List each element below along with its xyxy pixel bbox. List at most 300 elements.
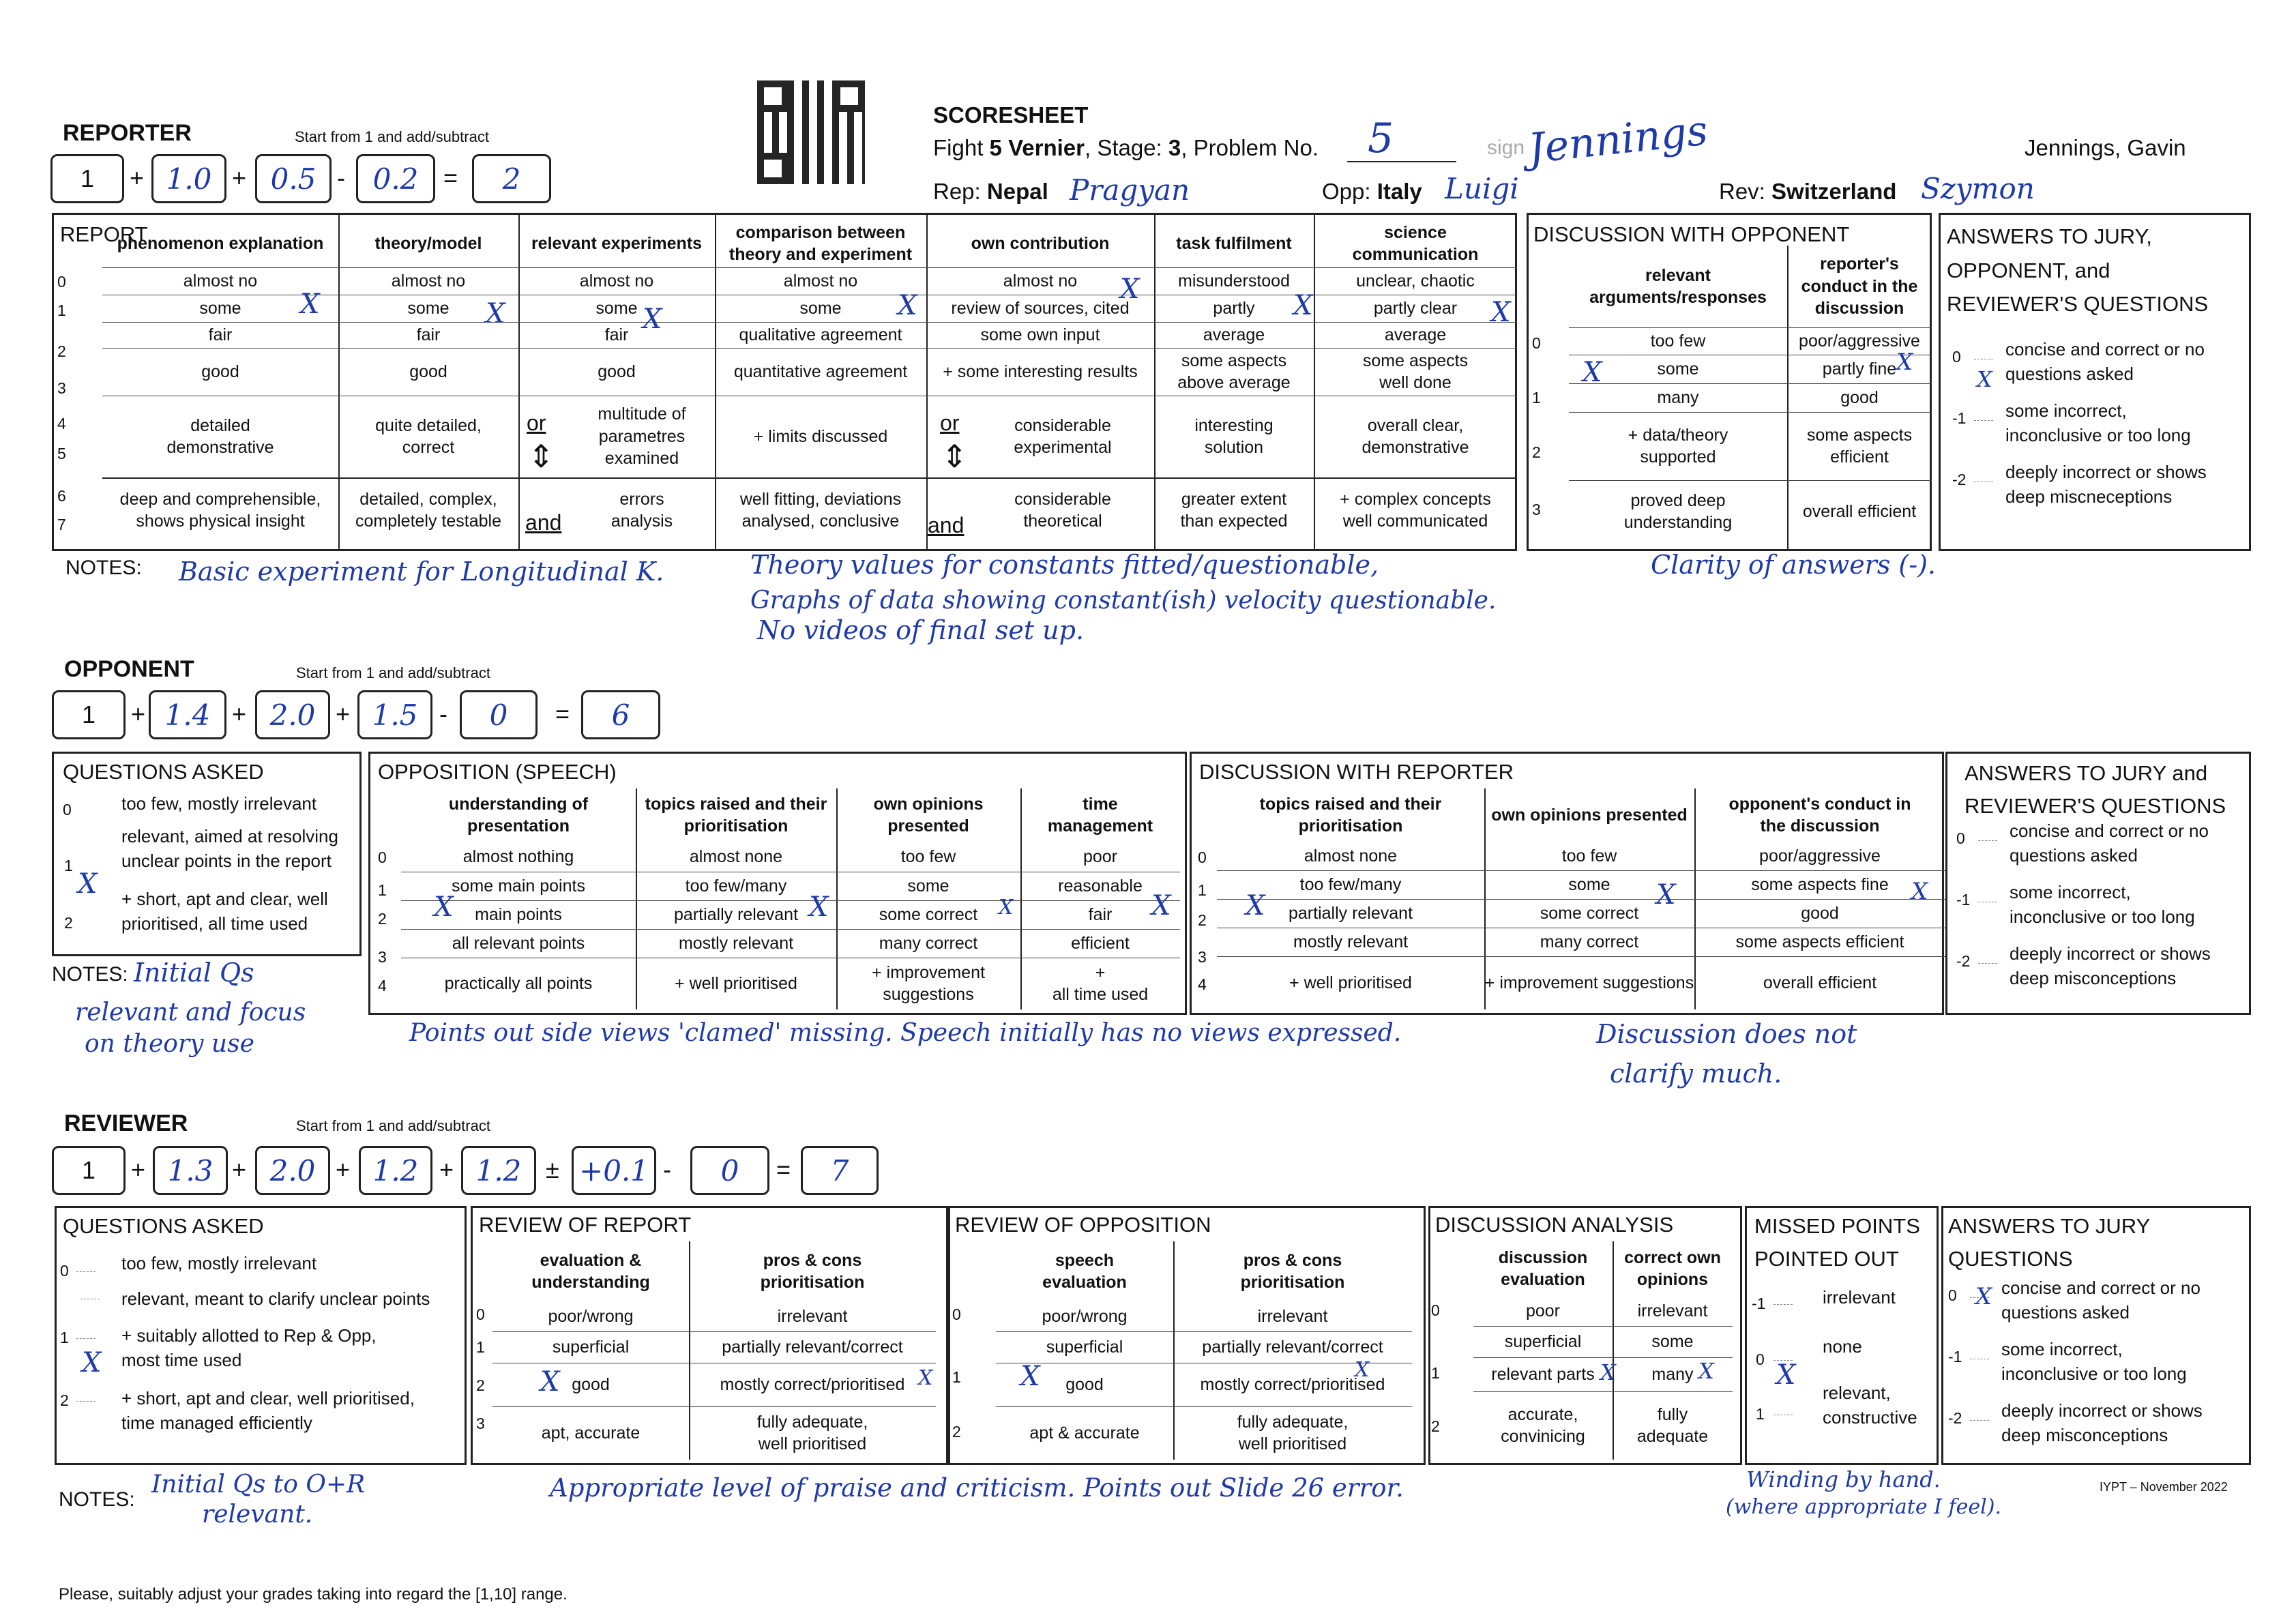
opponent-op-2: + xyxy=(232,700,247,728)
row-number: 2 xyxy=(64,914,73,932)
rev-q-item-0: too few, mostly irrelevant xyxy=(121,1253,317,1273)
opponent-title: OPPONENT xyxy=(64,656,194,682)
opponent-hint: Start from 1 and add/subtract xyxy=(296,664,490,681)
report-cell-6-4: overall clear, demonstrative xyxy=(1362,415,1469,457)
report-cell-3-1: some xyxy=(799,298,842,318)
opp-disc-row-line xyxy=(1217,899,1945,900)
rev-rep-cell-0-2: good xyxy=(572,1374,610,1394)
report-cell-1-5: detailed, complex, completely testable xyxy=(355,489,501,531)
disc-row-line xyxy=(1569,480,1932,481)
opp-line xyxy=(1322,179,1422,205)
disc-col2-cell-2: good xyxy=(1840,387,1879,407)
rep-country: Nepal xyxy=(986,179,1048,204)
report-cell-4-2: some own input xyxy=(980,325,1100,344)
opp-speech-cell-3-1: reasonable xyxy=(1058,876,1143,896)
juror-name: Jennings, Gavin xyxy=(2025,135,2186,160)
opp-speech-row-number: 3 xyxy=(378,948,387,966)
opp-q-item-1: relevant, aimed at resolving unclear points in the report xyxy=(121,826,338,872)
updown-arrow-icon: ⇕ xyxy=(528,439,555,474)
report-row-number: 6 xyxy=(57,487,66,505)
reviewer-op-1: + xyxy=(131,1155,146,1183)
rev-da-cell-1-2: many xyxy=(1651,1364,1694,1384)
report-cell-2-1: some xyxy=(595,298,638,318)
report-cell-2-5: errors analysis xyxy=(610,489,673,531)
opponent-base-box: 1 xyxy=(52,690,126,739)
reporter-total-box[interactable]: 2 xyxy=(472,154,551,203)
rev-q-tick xyxy=(76,1401,95,1402)
disc-col1-header: relevant arguments/responses xyxy=(1589,265,1767,307)
opp-disc-cell-1-4: + improvement suggestions xyxy=(1484,973,1694,992)
opp-disc-cell-2-1: some aspects fine xyxy=(1751,874,1889,894)
opp-speech-cell-0-0: almost nothing xyxy=(462,846,574,866)
opponent-answers-score: 0 xyxy=(1956,829,1965,847)
discussion-with-reporter-title: DISCUSSION WITH REPORTER xyxy=(1199,760,1514,784)
cross-experiments-1[interactable]: X xyxy=(643,304,662,335)
report-col-divider xyxy=(1154,213,1156,551)
rev-rep-cell-1-0: irrelevant xyxy=(777,1306,848,1326)
opp-disc-header-2: opponent's conduct in the discussion xyxy=(1728,794,1911,836)
or-word-contribution: or xyxy=(940,411,960,435)
opp-speech-cell-2-3: many correct xyxy=(879,933,978,953)
report-row-line xyxy=(102,322,1517,323)
opp-disc-cell-0-4: + well prioritised xyxy=(1289,973,1412,992)
reporter-note-1: Basic experiment for Longitudinal K. xyxy=(179,557,664,587)
disc-row-line xyxy=(1569,327,1932,328)
rev-opp-cross-pros[interactable]: X xyxy=(1355,1358,1370,1382)
rev-name: Szymon xyxy=(1921,172,2035,205)
opponent-note-5: Discussion does not xyxy=(1596,1019,1857,1049)
rev-opp-cross-speech[interactable]: X xyxy=(1020,1361,1040,1392)
opp-speech-col-divider xyxy=(636,788,637,1009)
disc-col2-cell-3: some aspects efficient xyxy=(1806,425,1913,467)
rev-da-row-number: 0 xyxy=(1431,1301,1440,1319)
cross-contribution-0[interactable]: X xyxy=(1120,274,1140,305)
reviewer-note-5: (where appropriate I feel). xyxy=(1726,1495,2001,1519)
report-cell-3-0: almost no xyxy=(783,271,858,291)
opp-speech-cell-2-4: + improvement suggestions xyxy=(871,962,986,1004)
mp-item-1: none xyxy=(1823,1336,1862,1357)
rev-opp-cell-1-3: fully adequate, well prioritised xyxy=(1237,1412,1349,1453)
opp-speech-col-divider xyxy=(1020,788,1022,1009)
juror-signature: Jennings xyxy=(1526,106,1710,173)
reviewer-base-box: 1 xyxy=(52,1146,126,1195)
opp-speech-row-number: 0 xyxy=(378,848,387,866)
rev-rep-cross-pros[interactable]: X xyxy=(918,1366,933,1390)
opp-label: Opp: xyxy=(1322,179,1371,204)
rev-rep-cell-1-3: fully adequate, well prioritised xyxy=(756,1412,868,1453)
reviewer-op-5: ± xyxy=(546,1155,559,1183)
report-row-number: 2 xyxy=(57,342,66,360)
and-word-contribution: and xyxy=(928,513,965,537)
report-cell-1-2: fair xyxy=(416,325,441,344)
row-number: 0 xyxy=(63,801,72,818)
reviewer-score-box-5[interactable]: +0.1 xyxy=(572,1146,656,1195)
opp-disc-cell-0-3: mostly relevant xyxy=(1293,932,1409,951)
rev-rep-cell-0-3: apt, accurate xyxy=(541,1423,641,1443)
disc-col1-cell-0: too few xyxy=(1650,331,1706,351)
opp-speech-cell-3-3: efficient xyxy=(1071,933,1130,953)
rev-opp-header-0: speech evaluation xyxy=(1042,1250,1127,1292)
report-col-header-1: theory/model xyxy=(374,233,482,253)
rev-da-cell-1-1: some xyxy=(1651,1331,1694,1351)
opponent-note-3: on theory use xyxy=(85,1030,254,1058)
reporter-answers-score: 0 xyxy=(1952,348,1961,366)
reviewer-op-eq: = xyxy=(776,1155,791,1183)
opp-speech-row-line xyxy=(401,900,1180,901)
reviewer-op-6: - xyxy=(663,1155,671,1183)
opp-speech-cell-1-0: almost none xyxy=(689,846,783,866)
reviewer-score-box-4[interactable]: 1.2 xyxy=(461,1146,536,1195)
rev-opp-row-line xyxy=(996,1331,1412,1332)
opp-speech-cell-3-0: poor xyxy=(1083,846,1118,866)
report-col-header-6: science communication xyxy=(1352,222,1479,264)
rev-rep-header-1: pros & cons prioritisation xyxy=(760,1250,865,1292)
report-cell-6-3: some aspects well done xyxy=(1362,351,1469,392)
reporter-answers-score: -1 xyxy=(1952,409,1967,427)
opp-disc-header-1: own opinions presented xyxy=(1491,805,1688,825)
and-word-experiments: and xyxy=(525,510,562,535)
row-number: 0 xyxy=(1532,334,1541,352)
review-of-report-title: REVIEW OF REPORT xyxy=(479,1213,692,1237)
report-cell-1-3: good xyxy=(409,361,447,381)
review-of-opposition-title: REVIEW OF OPPOSITION xyxy=(955,1213,1211,1237)
report-cell-0-4: detailed demonstrative xyxy=(166,415,274,457)
rev-opp-header-1: pros & cons prioritisation xyxy=(1240,1250,1345,1292)
opp-disc-cross-topics[interactable]: X xyxy=(1246,890,1265,921)
opp-disc-cell-2-2: good xyxy=(1801,903,1839,923)
opponent-op-1: + xyxy=(131,700,146,728)
report-col-header-2: relevant experiments xyxy=(531,233,703,253)
report-row-line xyxy=(102,267,1517,268)
rev-rep-cross-eval[interactable]: X xyxy=(540,1366,560,1398)
reviewer-note-1: Initial Qs to O+R xyxy=(151,1471,366,1498)
report-cell-3-4: + limits discussed xyxy=(753,426,888,446)
row-number: 0 xyxy=(1756,1350,1765,1368)
report-row-line xyxy=(102,348,1517,349)
rev-rep-cell-1-2: mostly correct/prioritised xyxy=(720,1374,905,1394)
report-cell-5-4: interesting solution xyxy=(1194,415,1274,457)
opp-disc-cell-2-0: poor/aggressive xyxy=(1759,846,1881,866)
reviewer-op-4: + xyxy=(439,1155,454,1183)
reviewer-note-3: Appropriate level of praise and criticism. Points out Slide 26 error. xyxy=(550,1473,1404,1503)
report-cell-5-1: partly xyxy=(1213,298,1255,318)
opponent-op-4: - xyxy=(439,700,447,728)
report-row-line xyxy=(102,477,1517,479)
problem-label: , Problem No. xyxy=(1181,135,1319,160)
rev-q-item-2: + suitably allotted to Rep & Opp, most time used xyxy=(121,1325,377,1371)
opponent-score-box-4[interactable]: 0 xyxy=(460,690,538,739)
opp-speech-cross-topics[interactable]: X xyxy=(809,891,829,923)
report-col-header-4: own contribution xyxy=(971,233,1110,253)
opp-disc-cell-0-1: too few/many xyxy=(1299,874,1402,894)
cross-communication-1[interactable]: X xyxy=(1491,297,1511,328)
reviewer-answers-item-1: some incorrect, inconclusive or too long xyxy=(2001,1339,2187,1385)
scoresheet-title: SCORESHEET xyxy=(933,102,1089,128)
opp-speech-row-number: 1 xyxy=(378,881,387,899)
rev-da-cell-0-3: accurate, convinicing xyxy=(1501,1404,1585,1446)
qr-code xyxy=(757,80,865,184)
reporter-answers-item-2: deeply incorrect or shows deep miscneceptions xyxy=(2005,462,2207,507)
reporter-score-box-2[interactable]: 0.5 xyxy=(255,154,332,203)
opponent-answers-item-2: deeply incorrect or shows deep misconceptions xyxy=(2010,943,2211,989)
rev-da-row-number: 2 xyxy=(1431,1417,1440,1435)
opp-speech-header-3: time management xyxy=(1047,794,1153,836)
rev-label: Rev: xyxy=(1719,179,1765,204)
rev-opp-cell-1-2: mostly correct/prioritised xyxy=(1200,1374,1385,1394)
problem-number: 5 xyxy=(1368,115,1394,162)
opp-disc-cell-1-1: some xyxy=(1568,874,1610,894)
reporter-op-3: - xyxy=(337,164,345,192)
report-cell-5-3: some aspects above average xyxy=(1177,351,1291,392)
opp-speech-cell-0-4: practically all points xyxy=(444,973,593,993)
report-col-divider xyxy=(518,213,520,551)
reviewer-score-box-3[interactable]: 1.2 xyxy=(359,1146,432,1195)
report-cell-1-4: quite detailed, correct xyxy=(375,415,482,457)
row-number: 1 xyxy=(1756,1405,1765,1423)
opp-disc-cross-opinions[interactable]: X xyxy=(1656,879,1676,911)
row-number: 1 xyxy=(60,1329,69,1346)
disc-row-line xyxy=(1569,412,1932,413)
sign-label: sign xyxy=(1487,136,1525,159)
rev-da-cross-opinions[interactable]: X xyxy=(1698,1358,1714,1384)
disc-col1-cell-3: + data/theory supported xyxy=(1628,425,1728,467)
rev-rep-cell-0-1: superficial xyxy=(552,1337,630,1357)
opponent-op-eq: = xyxy=(555,700,570,728)
reviewer-answers-score: 0 xyxy=(1948,1286,1957,1304)
report-col-divider xyxy=(1314,213,1315,551)
report-cell-6-1: partly clear xyxy=(1373,298,1458,318)
rev-da-row-line xyxy=(1473,1391,1733,1392)
opp-speech-cross-understanding[interactable]: X xyxy=(434,891,454,923)
opp-speech-cross-opinions[interactable]: X xyxy=(999,896,1014,919)
opponent-answers-score: -2 xyxy=(1956,952,1971,970)
opponent-score-box-2[interactable]: 2.0 xyxy=(255,690,330,739)
reporter-answers-item-1: some incorrect, inconclusive or too long xyxy=(2005,400,2191,446)
opponent-answers-title: ANSWERS TO JURY and REVIEWER'S QUESTIONS xyxy=(1964,761,2226,818)
rev-rep-row-line xyxy=(492,1331,936,1332)
report-panel-title: REPORT xyxy=(60,222,148,246)
rev-opp-cell-0-0: poor/wrong xyxy=(1042,1306,1128,1326)
opp-speech-header-1: topics raised and their prioritisation xyxy=(645,794,827,836)
opp-q-cross[interactable]: X xyxy=(78,868,98,900)
discussion-with-opponent-title: DISCUSSION WITH OPPONENT xyxy=(1533,222,1850,246)
opponent-score-box-3[interactable]: 1.5 xyxy=(357,690,432,739)
updown-arrow-icon: ⇕ xyxy=(941,439,968,474)
rev-rep-cell-0-0: poor/wrong xyxy=(548,1306,634,1326)
opp-disc-row-number: 4 xyxy=(1198,975,1207,993)
rev-rep-col-divider xyxy=(689,1241,690,1460)
report-row-number: 4 xyxy=(57,415,66,432)
mp-tick xyxy=(1773,1304,1793,1305)
rev-rep-header-0: evaluation & understanding xyxy=(531,1250,650,1292)
reviewer-note-4: Winding by hand. xyxy=(1746,1466,1941,1492)
report-cell-2-3: good xyxy=(598,361,636,381)
reviewer-total-box[interactable]: 7 xyxy=(801,1146,879,1195)
mp-cross[interactable]: X xyxy=(1776,1359,1796,1391)
reporter-answers-title: ANSWERS TO JURY, OPPONENT, and REVIEWER'S QUESTIONS xyxy=(1947,224,2209,316)
cross-phenomenon-1[interactable]: X xyxy=(300,289,320,320)
report-cell-6-2: average xyxy=(1384,325,1447,344)
reporter-base-box: 1 xyxy=(50,154,124,203)
rev-da-cell-0-2: relevant parts xyxy=(1491,1364,1595,1384)
reviewer-note-2: relevant. xyxy=(202,1501,313,1529)
opponent-note-4: Points out side views 'clamed' missing. Speech initially has no views expressed. xyxy=(409,1019,1402,1047)
disc-col2-cell-0: poor/aggressive xyxy=(1799,331,1920,351)
report-cell-0-1: some xyxy=(199,298,241,318)
report-row-number: 7 xyxy=(57,516,66,533)
cross-disc-some[interactable]: X xyxy=(1583,357,1602,388)
opp-speech-cell-1-1: too few/many xyxy=(685,876,787,896)
report-cell-0-0: almost no xyxy=(183,271,258,291)
opp-disc-row-line xyxy=(1217,870,1945,871)
row-number: 3 xyxy=(1532,501,1541,518)
cross-disc-partly-fine[interactable]: X xyxy=(1896,349,1913,376)
row-number: -1 xyxy=(1752,1295,1766,1312)
opp-speech-col-divider xyxy=(836,788,838,1009)
opp-speech-row-line xyxy=(401,929,1180,930)
report-cell-0-5: deep and comprehensible, shows physical insight xyxy=(119,489,321,531)
report-cell-4-0: almost no xyxy=(1003,271,1078,291)
opp-disc-row-number: 0 xyxy=(1198,848,1207,866)
rev-opp-col-divider xyxy=(1173,1241,1175,1460)
rep-label: Rep: xyxy=(933,179,981,204)
opp-speech-cell-0-2: main points xyxy=(475,904,562,924)
opp-disc-cell-2-4: overall efficient xyxy=(1763,973,1877,992)
row-number: 1 xyxy=(1532,389,1541,407)
report-cell-5-2: average xyxy=(1203,325,1265,344)
opp-speech-cell-2-1: some xyxy=(907,876,950,896)
rev-rep-row-number: 0 xyxy=(476,1305,485,1323)
opp-q-item-2: + short, apt and clear, well prioritised, all time used xyxy=(121,889,328,934)
opponent-questions-title: QUESTIONS ASKED xyxy=(63,760,264,784)
reviewer-op-3: + xyxy=(336,1155,351,1183)
rev-rep-row-number: 1 xyxy=(476,1338,485,1356)
rev-opp-cell-1-1: partially relevant/correct xyxy=(1202,1337,1383,1357)
opp-disc-cell-1-3: many correct xyxy=(1540,932,1639,951)
opp-speech-cell-0-1: some main points xyxy=(452,876,585,896)
rep-line xyxy=(933,179,1048,205)
cross-task-1[interactable]: X xyxy=(1293,290,1313,321)
report-col-header-0: phenomenon explanation xyxy=(117,233,324,253)
opponent-score-box-1[interactable]: 1.4 xyxy=(149,690,226,739)
opp-disc-row-number: 1 xyxy=(1198,881,1207,899)
reporter-score-box-3[interactable]: 0.2 xyxy=(356,154,435,203)
reporter-title: REPORTER xyxy=(63,120,192,146)
opp-name: Luigi xyxy=(1445,172,1519,205)
rev-opp-cell-1-0: irrelevant xyxy=(1257,1306,1328,1326)
rev-rep-cell-1-1: partially relevant/correct xyxy=(722,1337,903,1357)
reporter-answers-item-0: concise and correct or no questions asked xyxy=(2005,339,2205,385)
report-cell-3-2: qualitative agreement xyxy=(739,325,902,344)
reporter-answers-score: -2 xyxy=(1952,471,1967,488)
opponent-total-box[interactable]: 6 xyxy=(581,690,660,739)
reviewer-notes-label: NOTES: xyxy=(59,1488,135,1511)
opponent-note-6: clarify much. xyxy=(1610,1059,1782,1089)
reporter-op-eq: = xyxy=(443,164,458,192)
opp-disc-header-0: topics raised and their prioritisation xyxy=(1259,794,1442,836)
rev-da-col-divider xyxy=(1613,1241,1614,1460)
disc-col1-cell-1: some xyxy=(1657,359,1699,379)
opp-speech-cell-2-0: too few xyxy=(900,846,956,866)
rev-opp-cell-0-3: apt & accurate xyxy=(1029,1423,1140,1443)
mp-item-0: irrelevant xyxy=(1823,1287,1896,1308)
report-col-divider xyxy=(926,213,928,551)
disc-col2-header: reporter's conduct in the discussion xyxy=(1801,254,1918,319)
rev-da-cell-1-0: irrelevant xyxy=(1637,1301,1708,1320)
opp-speech-cell-2-2: some correct xyxy=(879,904,978,924)
report-col-divider xyxy=(715,213,716,551)
rev-da-header-0: discussion evaluation xyxy=(1498,1247,1588,1289)
report-col-divider xyxy=(338,213,340,551)
reviewer-answers-cross[interactable]: X xyxy=(1975,1283,1992,1310)
opp-speech-cell-1-2: partially relevant xyxy=(673,904,799,924)
opp-disc-cell-0-0: almost none xyxy=(1304,846,1398,866)
rev-q-tick xyxy=(76,1338,95,1339)
rev-opp-cell-0-2: good xyxy=(1065,1374,1104,1394)
report-cell-5-0: misunderstood xyxy=(1178,271,1290,291)
report-cell-6-0: unclear, chaotic xyxy=(1356,271,1475,291)
reporter-score-box-1[interactable]: 1.0 xyxy=(151,154,226,203)
reviewer-questions-title: QUESTIONS ASKED xyxy=(63,1214,264,1238)
report-cell-3-5: well fitting, deviations analysed, conclusive xyxy=(739,489,902,531)
opp-speech-cell-1-4: + well prioritised xyxy=(675,973,797,993)
rev-da-header-1: correct own opinions xyxy=(1624,1247,1721,1289)
reviewer-answers-score: -2 xyxy=(1948,1409,1962,1427)
rev-da-cross-eval[interactable]: X xyxy=(1600,1359,1616,1385)
opponent-answers-score: -1 xyxy=(1956,891,1971,909)
rev-opp-row-line xyxy=(996,1406,1412,1407)
opp-q-item-0: too few, mostly irrelevant xyxy=(121,793,317,814)
report-col-header-3: comparison between theory and experiment xyxy=(728,222,913,264)
problem-underline xyxy=(1347,161,1456,162)
disc-row-line xyxy=(1569,383,1932,384)
rev-q-tick xyxy=(76,1271,95,1272)
report-cell-4-5: considerable theoretical xyxy=(1014,489,1111,531)
footer-instruction: Please, suitably adjust your grades taking into regard the [1,10] range. xyxy=(59,1585,568,1604)
disc-col2-cell-1: partly fine xyxy=(1822,359,1897,379)
cross-theory-1[interactable]: X xyxy=(486,298,505,329)
opp-speech-cross-time[interactable]: X xyxy=(1151,890,1171,921)
reviewer-title: REVIEWER xyxy=(64,1110,188,1136)
reviewer-hint: Start from 1 and add/subtract xyxy=(296,1117,490,1134)
report-cell-3-3: quantitative agreement xyxy=(733,361,908,381)
rev-q-cross[interactable]: X xyxy=(82,1347,102,1378)
opponent-answers-item-1: some incorrect, inconclusive or too long xyxy=(2010,882,2195,928)
rev-opp-row-number: 2 xyxy=(952,1423,961,1441)
row-number: 1 xyxy=(64,857,73,874)
reviewer-answers-title: ANSWERS TO JURY QUESTIONS xyxy=(1948,1214,2151,1271)
reviewer-answers-score: -1 xyxy=(1948,1348,1962,1365)
opponent-answers-item-0: concise and correct or no questions asked xyxy=(2010,821,2209,866)
rev-da-row-line xyxy=(1473,1357,1733,1358)
opponent-notes-label: NOTES: xyxy=(52,963,128,986)
row-number: 0 xyxy=(60,1262,69,1280)
opp-disc-cell-2-3: some aspects efficient xyxy=(1735,932,1904,951)
cross-comparison-1[interactable]: X xyxy=(898,290,917,321)
missed-points-title: MISSED POINTS POINTED OUT xyxy=(1754,1214,1920,1271)
or-word-experiments: or xyxy=(527,411,546,435)
report-row-number: 3 xyxy=(57,379,66,397)
reporter-answers-cross[interactable]: X xyxy=(1977,366,1992,392)
rev-q-item-1: relevant, meant to clarify unclear points xyxy=(121,1288,430,1309)
reviewer-score-box-6[interactable]: 0 xyxy=(690,1146,769,1195)
opp-disc-cross-conduct[interactable]: X xyxy=(1911,878,1928,905)
report-row-number: 1 xyxy=(57,301,66,319)
reviewer-score-box-1[interactable]: 1.3 xyxy=(153,1146,228,1195)
opp-speech-cell-3-4: + all time used xyxy=(1052,962,1149,1004)
reviewer-score-box-2[interactable]: 2.0 xyxy=(255,1146,330,1195)
rev-da-cell-0-1: superficial xyxy=(1504,1331,1582,1351)
